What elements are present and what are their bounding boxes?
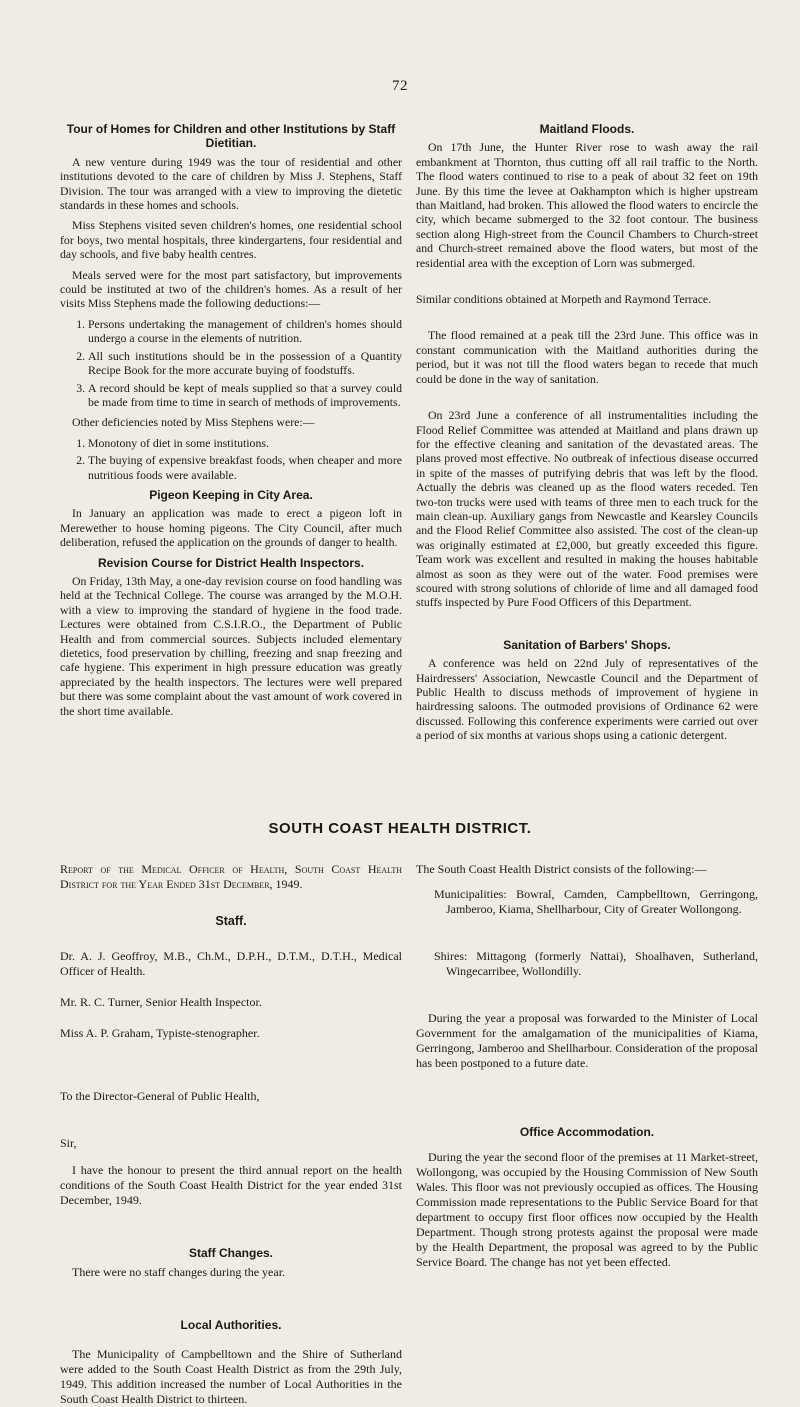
staff-member: Miss A. P. Graham, Typiste-stenographer. [60,1026,260,1040]
heading-barbers-shops: Sanitation of Barbers' Shops. [503,637,671,652]
right-bottom-column [416,862,758,1270]
staff-member: Mr. R. C. Turner, Senior Health Inspector. [60,995,262,1009]
paragraph: During the year the second floor of the premises at 11 Market-street, Wollongong, was occupied by the Housing Commission of New South Wales. This floor was not previously occupied as offices. The Housing Commission made representations to the Public Service Board for that department to occupy first floor offices now occupied by the Health Department. Though strong protests against the proposal were made by the Health Department, the proposal was agreed to by the Public Service Board. The change has not yet been effected. [416,1150,758,1269]
heading-maitland-floods: Maitland Floods. [539,122,635,136]
paragraph: Meals served were for the most part satisfactory, but improvements could be instituted at two of the children's homes. As a result of her visits Miss Stephens made the following deductions:— [60,267,402,311]
paragraph: On Friday, 13th May, a one-day revision course on food handling was held at the Technical College. The course was arranged by the M.O.H. with a view to improving the standard of hygiene in the food trade. Lectures were obtained from C.S.I.R.O., the Department of Public Health and from commercial sources. Subjects included elementary dietetics, food preservation by chilling, freezing and snap freezing and cafe hygiene. This experiment in high pressure education was greatly appreciated by the health inspectors. The lectures were well prepared but there was some complaint about the vast amount of work covered in the short time available. [60,573,402,718]
right-top-column [416,116,758,749]
section-title: SOUTH COAST HEALTH DISTRICT. [268,820,532,837]
heading-revision-course: Revision Course for District Health Inspectors. [97,555,365,570]
paragraph: During the year a proposal was forwarded to the Minister of Local Government for the amalgamation of the municipalities of Kiama, Gerringong, Jamberoo and Shellharbour. Consideration of the proposal has been postponed to a future date. [416,1011,758,1070]
paragraph: Other deficiencies noted by Miss Stephens were:— [72,415,315,430]
heading-local-authorities: Local Authorities. [180,1318,282,1332]
page-number: 72 [392,78,408,94]
list-item: 2. All such institutions should be in the possession of a Quantity Recipe Book for the more accurate buying of foodstuffs. [88,349,402,378]
paragraph: In January an application was made to erect a pigeon loft in Merewether to house homing pigeons. The City Council, after much deliberation, refused the application on the grounds of danger to health. [60,506,402,550]
shires-list: Shires: Mittagong (formerly Nattai), Shoalhaven, Sutherland, Wingecarribee, Wollondilly. [434,949,758,978]
list-item: 3. A record should be kept of meals supplied so that a survey could be made from time to time in search of methods of improvements. [88,381,402,410]
heading-staff-changes: Staff Changes. [188,1246,273,1260]
heading-office-accommodation: Office Accommodation. [519,1125,655,1139]
paragraph: On 23rd June a conference of all instrumentalities including the Flood Relief Committee was attended at Maitland and plans drawn up for the effective cleaning and sanitation of the devastated areas. The plans proved most effective. No outbreak of infectious disease occurred in spite of the masses of putrifying debris that was left by the flood. Actually the debris was cleaned up as the flood waters receded. Ten two-ton trucks were used with teams of three men to each truck for the main clean-up. Auxiliary gangs from Newcastle and Kearsley Councils and the Flood Relief Committee also assisted. The cost of the clean-up was originally estimated at £2,000, but greatly exceeded this figure. Team work was excellent and resulted in making the houses habitable almost as soon as they were out of the water. Food premises were scoured with strong solutions of chloride of lime and all damaged food stuffs inspected by Pure Food Officers of this Department. [416,408,758,610]
paragraph: The Municipality of Campbelltown and the Shire of Sutherland were added to the South Coast Health District as from the 29th July, 1949. This addition increased the number of Local Authorities in the South Coast Health District to thirteen. [60,1347,402,1406]
intro-paragraph: I have the honour to present the third annual report on the health conditions of the South Coast Health District for the year ended 31st December, 1949. [60,1163,402,1207]
heading-pigeon-keeping: Pigeon Keeping in City Area. [149,487,313,502]
deficiencies-list [60,436,402,482]
paragraph: A conference was held on 22nd July of representatives of the Hairdressers' Association, Newcastle Council and the Department of Public Health to discuss methods of improvement of hygiene in hairdressing saloons. The outmoded provisions of Ordinance 62 were discussed. Following this conference experiments were carried out over a period of six months at various shops using a cationic detergent. [416,656,758,743]
paragraph: Miss Stephens visited seven children's homes, one residential school for boys, two mental hospitals, three kindergartens, four residential and day schools, and five baby health centres. [60,218,402,262]
staff-member: Dr. A. J. Geoffroy, M.B., Ch.M., D.P.H., D.T.M., D.T.H., Medical Officer of Health. [60,949,402,978]
list-item: 1. Monotony of diet in some institutions. [88,436,402,450]
paragraph: There were no staff changes during the year. [72,1265,286,1279]
list-item: 1. Persons undertaking the management of children's homes should undergo a course in the elements of nutrition. [88,317,402,346]
paragraph: The South Coast Health District consists of the following:— [416,862,707,876]
paragraph: The flood remained at a peak till the 23rd June. This office was in constant communication with the Maitland authorities during the period, but it was not till the flood waters began to recede that much could be done in the way of sanitation. [416,328,758,386]
paragraph: Similar conditions obtained at Morpeth and Raymond Terrace. [416,292,712,307]
salutation: Sir, [60,1136,77,1150]
addressee: To the Director-General of Public Health, [60,1089,260,1103]
heading-tour-of-homes: Tour of Homes for Children and other Institutions by Staff Dietitian. [66,122,396,151]
paragraph: A new venture during 1949 was the tour of residential and other institutions devoted to the care of children by Miss J. Stephens, Staff Division. The tour was arranged with a view to improving the dietetic standards in these homes and schools. [60,154,402,213]
list-item: 2. The buying of expensive breakfast foods, when cheaper and more nutritious foods were available. [88,453,402,482]
paragraph: On 17th June, the Hunter River rose to wash away the rail embankment at Thornton, thus cutting off all rail traffic to the North. The flood waters continued to rise to a peak of about 32 feet on 19th June. By this time the levee at Oakhampton which is higher upstream than Maitland, had broken. This allowed the flood waters to encircle the city, which became submerged to the 32 foot contour. The business section along High-street from the Council Chambers to Church-street and Church-street remained above the flood waters, but most of the residential area with the exception of Lorn was submerged. [416,140,758,270]
municipalities-list: Municipalities: Bowral, Camden, Campbelltown, Gerringong, Jamberoo, Kiama, Shellharbour, City of Greater Wollongong. [434,887,758,916]
report-title: Report of the Medical Officer of Health, South Coast Health District for the Year Ended 31st December, 1949. [60,862,402,891]
deductions-list [60,317,402,409]
left-top-column [60,116,402,724]
left-bottom-column [60,862,402,1407]
heading-staff: Staff. [215,914,247,928]
